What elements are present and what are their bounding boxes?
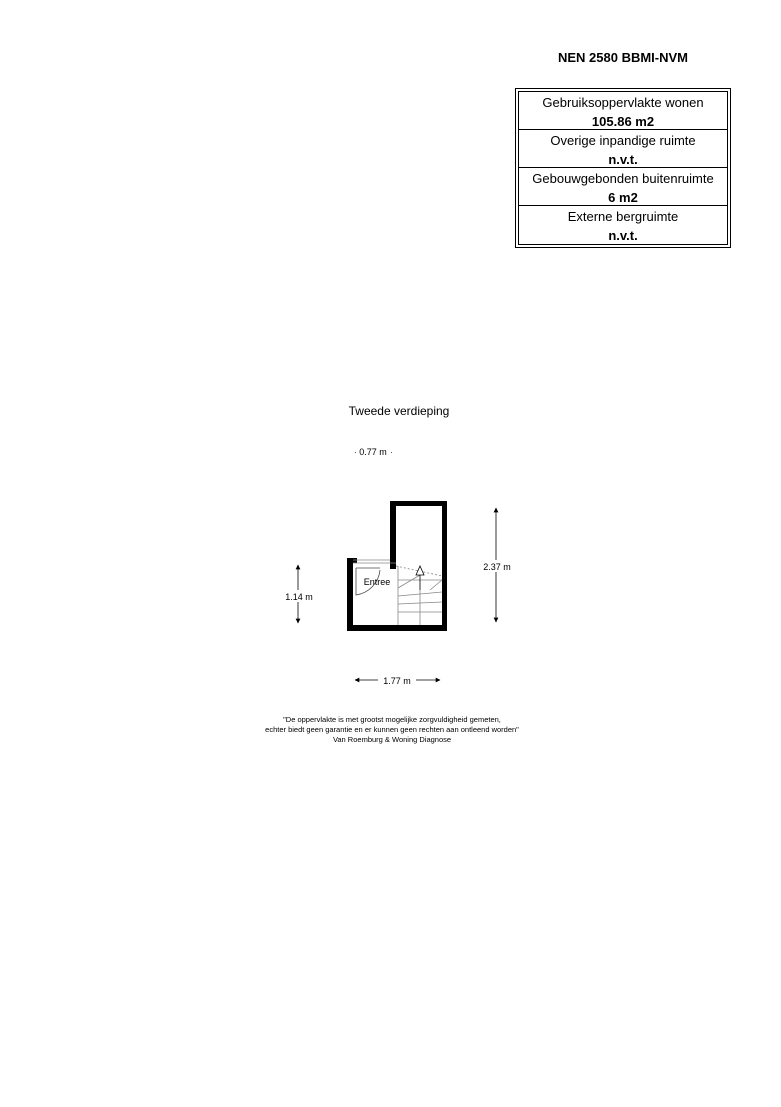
- room-label-entree: Entree: [363, 577, 391, 587]
- area-value: n.v.t.: [608, 228, 638, 243]
- dimension-top-marker-left: ·: [354, 448, 357, 457]
- disclaimer-line-3: Van Roemburg & Woning Diagnose: [332, 735, 452, 744]
- area-label: Overige inpandige ruimte: [550, 133, 696, 148]
- area-value: 6 m2: [608, 190, 638, 205]
- stair-direction-arrow: [416, 566, 424, 590]
- disclaimer-line-2: echter biedt geen garantie en er kunnen geen rechten aan ontleend worden": [265, 725, 519, 734]
- dimension-top: 0.77 m: [359, 447, 387, 457]
- dimension-bottom: 1.77 m: [383, 676, 411, 686]
- dimension-left: 1.14 m: [285, 592, 313, 602]
- floor-label: Tweede verdieping: [348, 404, 450, 418]
- area-label: Gebruiksoppervlakte wonen: [542, 95, 704, 110]
- area-label: Gebouwgebonden buitenruimte: [532, 171, 714, 186]
- dimension-top-marker-right: ·: [390, 448, 393, 457]
- disclaimer-line-1: "De oppervlakte is met grootst mogelijke zorgvuldigheid gemeten,: [283, 715, 501, 724]
- dimension-right: 2.37 m: [483, 562, 511, 572]
- standard-title: NEN 2580 BBMI-NVM: [557, 50, 689, 65]
- area-value: 105.86 m2: [591, 114, 655, 129]
- area-label: Externe bergruimte: [567, 209, 679, 224]
- area-value: n.v.t.: [608, 152, 638, 167]
